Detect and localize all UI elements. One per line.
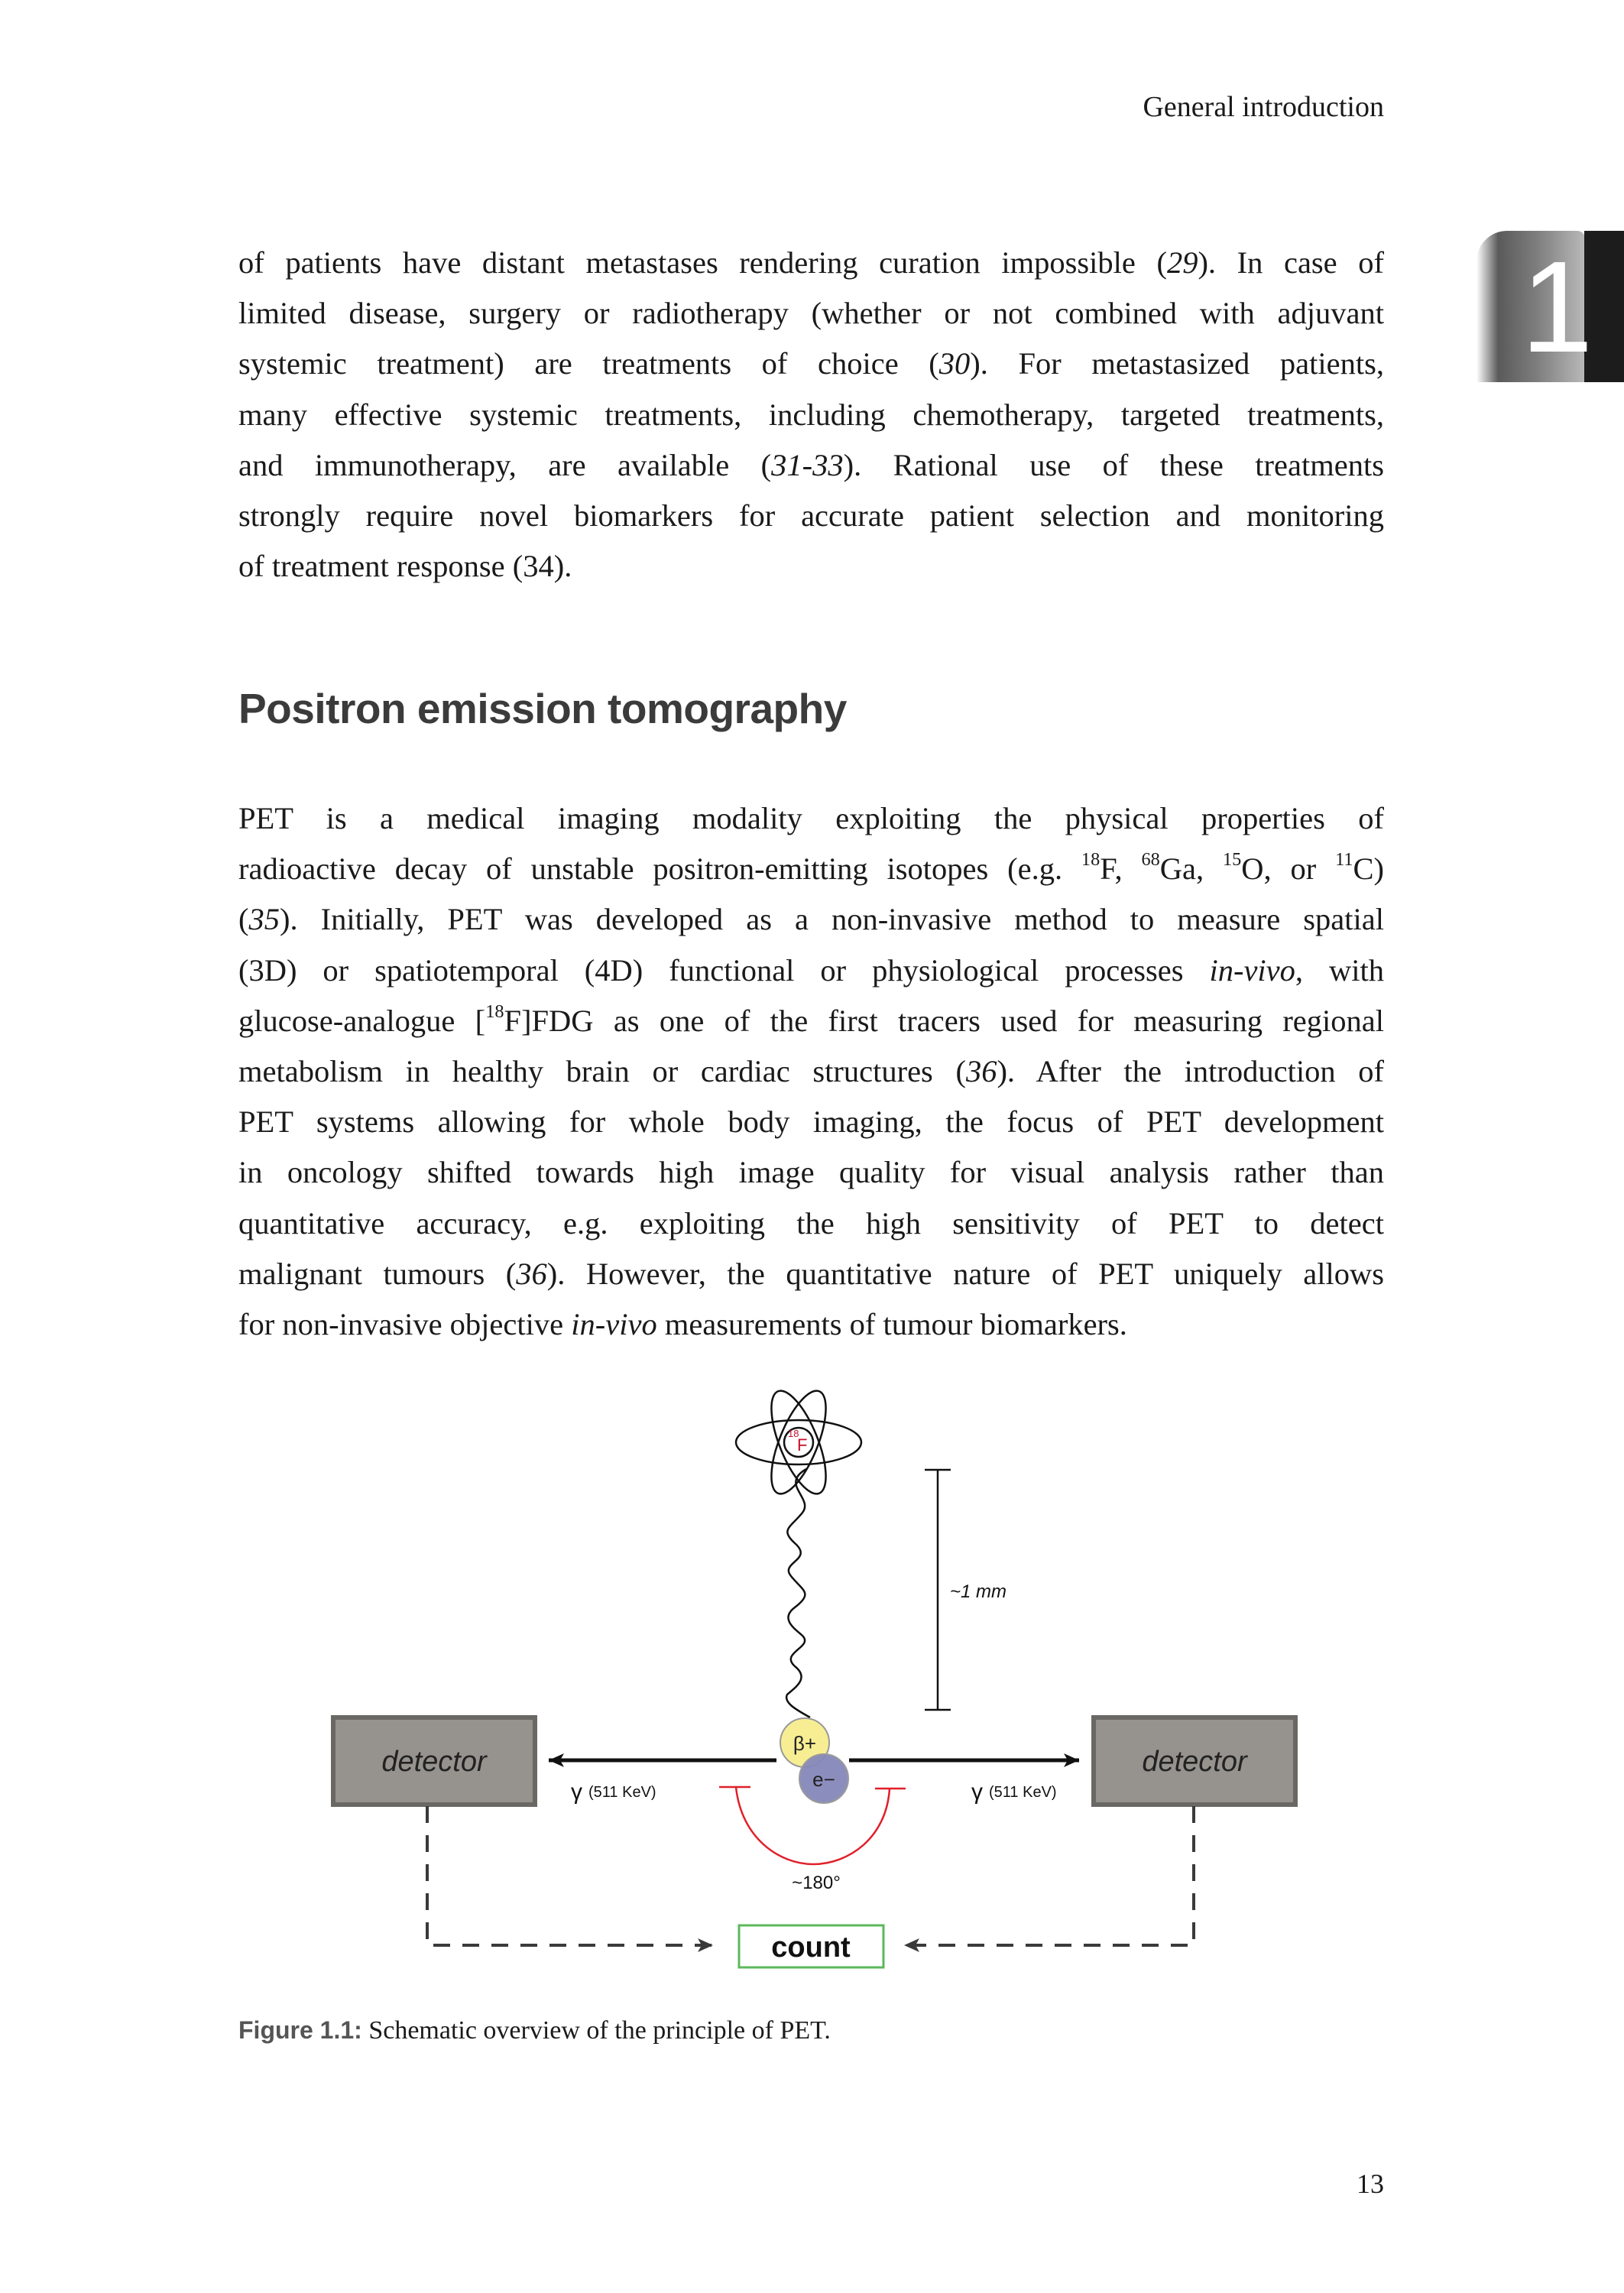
text-line: [238, 894, 1384, 945]
paragraph-pet: [238, 793, 1384, 1350]
italic-text: 35: [248, 902, 280, 937]
caption-text: Schematic overview of the principle of PET.: [361, 2016, 831, 2045]
text-run: quantitative accuracy, e.g. exploiting the high sensitivity of PET to detect: [238, 1205, 1384, 1241]
angle-label: ~180°: [792, 1873, 841, 1893]
detector-left-label: detector: [381, 1746, 487, 1778]
text-run: for non-invasive objective: [238, 1306, 572, 1341]
signal-line-right: [904, 1806, 1194, 1945]
text-line: [238, 1097, 1384, 1147]
text-run: PET systems allowing for whole body imaging, the focus of PET development: [238, 1104, 1384, 1140]
text-run: ). Rational use of these treatments: [843, 447, 1384, 482]
text-run: and immunotherapy, are available (: [238, 447, 772, 482]
text-run: radioactive decay of unstable positron-emitting isotopes (e.g.: [238, 851, 1081, 887]
text-run: , with: [1295, 952, 1384, 988]
text-line: [238, 1299, 1384, 1350]
superscript: 11: [1335, 848, 1353, 870]
caption-label: Figure 1.1:: [238, 2016, 362, 2044]
italic-text: in-vivo: [571, 1306, 657, 1341]
text-line: [238, 440, 1384, 491]
superscript: 18: [1081, 848, 1100, 870]
superscript: 15: [1222, 848, 1242, 870]
chapter-number: 1: [1521, 235, 1593, 380]
positron-label: β+: [793, 1732, 817, 1755]
superscript: 18: [485, 1001, 504, 1022]
italic-text: in-vivo: [1209, 952, 1295, 988]
text-run: in oncology shifted towards high image quality for visual analysis rather than: [238, 1155, 1384, 1190]
text-run: (3D) or spatiotemporal (4D) functional or physiological processes: [238, 952, 1210, 988]
text-run: measurements of tumour biomarkers.: [656, 1306, 1127, 1341]
signal-line-left: [427, 1806, 713, 1945]
superscript: 68: [1141, 848, 1160, 870]
text-run: of treatment response (34).: [238, 549, 572, 584]
text-run: Ga,: [1159, 851, 1223, 887]
text-run: F]FDG as one of the first tracers used for measuring regional: [504, 1003, 1385, 1038]
gamma-right-energy: (511 KeV): [989, 1784, 1057, 1801]
text-run: C): [1353, 851, 1384, 887]
italic-text: 29: [1166, 245, 1198, 280]
text-run: limited disease, surgery or radiotherapy (whether or not combined with adjuvant: [238, 296, 1384, 331]
text-run: ). After the introduction of: [997, 1053, 1385, 1088]
text-line: [238, 390, 1384, 440]
text-run: PET is a medical imaging modality exploiting the physical properties of: [238, 801, 1384, 835]
gamma-left-symbol: γ: [571, 1779, 582, 1805]
text-run: glucose-analogue [: [238, 1003, 486, 1038]
text-line: [238, 793, 1384, 844]
text-run: ). Initially, PET was developed as a non-invasive method to measure spatial: [280, 902, 1384, 937]
text-line: [238, 844, 1384, 894]
text-line: [238, 1147, 1384, 1198]
text-line: [238, 1046, 1384, 1097]
chapter-tab: [1477, 231, 1624, 382]
text-run: ). For metastasized patients,: [970, 346, 1384, 381]
text-run: of patients have distant metastases rendering curation impossible (: [238, 245, 1167, 280]
isotope-mass: 18: [788, 1428, 799, 1439]
scale-bar: [925, 1470, 951, 1710]
italic-text: 36: [516, 1256, 547, 1291]
text-run: ). In case of: [1198, 245, 1384, 280]
paragraph-metastases: [238, 238, 1384, 592]
gamma-right-symbol: γ: [971, 1779, 983, 1805]
text-line: [238, 1198, 1384, 1249]
count-label: count: [771, 1931, 851, 1964]
section-heading: Positron emission tomography: [238, 685, 847, 732]
text-run: (: [238, 902, 249, 937]
text-line: [238, 541, 1384, 592]
italic-text: 31-33: [771, 447, 844, 482]
detector-right-label: detector: [1142, 1746, 1247, 1778]
italic-text: 36: [965, 1053, 997, 1088]
text-run: many effective systemic treatments, including chemotherapy, targeted treatments,: [238, 397, 1384, 432]
text-line: [238, 491, 1384, 541]
running-header: General introduction: [1143, 91, 1384, 123]
text-line: [238, 339, 1384, 389]
figure-caption: [238, 2016, 831, 2045]
pet-schematic-figure: [306, 1361, 1314, 1987]
text-run: systemic treatment) are treatments of choice (: [238, 346, 939, 381]
page-number: 13: [1357, 2168, 1384, 2199]
electron-label: e−: [812, 1768, 835, 1791]
italic-text: 30: [938, 346, 971, 381]
text-run: metabolism in healthy brain or cardiac structures (: [238, 1053, 966, 1088]
positron-path: [786, 1469, 810, 1717]
text-line: [238, 288, 1384, 339]
text-line: [238, 996, 1384, 1046]
text-line: [238, 238, 1384, 288]
text-run: ). However, the quantitative nature of PET uniquely allows: [546, 1256, 1384, 1291]
gamma-left-energy: (511 KeV): [588, 1784, 656, 1801]
text-run: O, or: [1241, 851, 1336, 887]
text-line: [238, 945, 1384, 996]
text-run: malignant tumours (: [238, 1256, 517, 1291]
text-run: F,: [1100, 851, 1142, 887]
isotope-symbol: F: [797, 1435, 808, 1455]
text-line: [238, 1249, 1384, 1299]
text-run: strongly require novel biomarkers for accurate patient selection and monitoring: [238, 498, 1384, 533]
scale-label: ~1 mm: [950, 1581, 1007, 1602]
